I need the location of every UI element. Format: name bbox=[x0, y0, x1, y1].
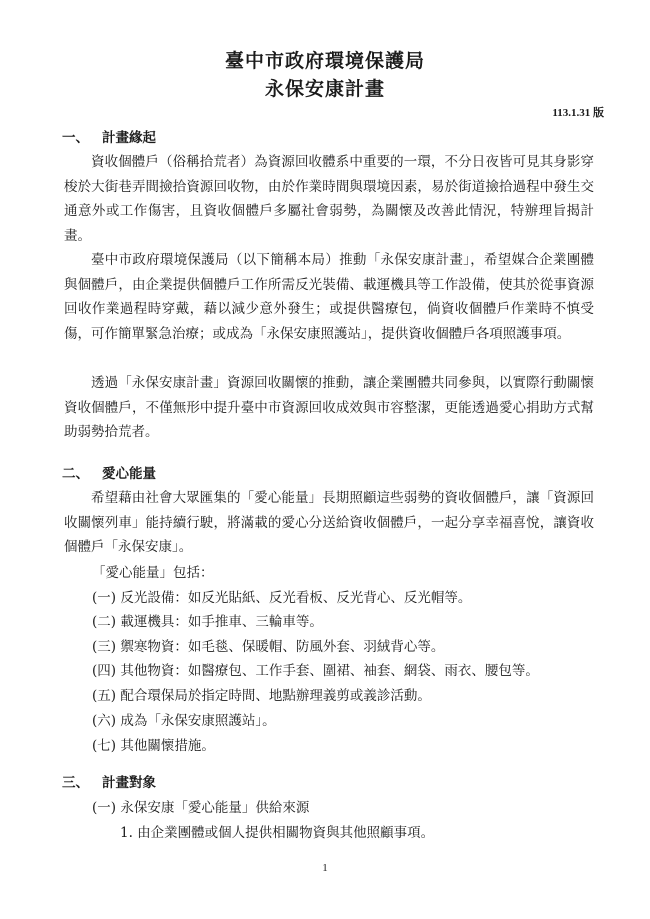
list-item: (一) 反光設備：如反光貼紙、反光看板、反光背心、反光帽等。 bbox=[92, 590, 472, 606]
list-item: (四) 其他物資：如醫療包、工作手套、圍裙、袖套、網袋、雨衣、腰包等。 bbox=[92, 663, 539, 679]
page-number: 1 bbox=[322, 862, 328, 874]
section-3-subsection-1-item-1: 1. 由企業團體或個人提供相關物資與其他照顧事項。 bbox=[120, 825, 435, 841]
section-1-paragraph-2: 臺中市政府環境保護局（以下簡稱本局）推動「永保安康計畫」，希望媒合企業團體與個體戶，由企業提供個體戶工作所需反光裝備、載運機具等工作設備，使其於從事資源回收作業過程時穿戴，藉以減少意外發生；或提供醫療包，倘資收個體戶作業時不慎受傷，可作簡單緊急治療；或成為「永保安康照護站」，提供資收個體戶各項照護事項。 bbox=[64, 252, 594, 342]
section-3-heading bbox=[62, 771, 156, 791]
section-2-includes-label: 「愛心能量」包括： bbox=[92, 565, 214, 581]
section-1-paragraph-3: 透過「永保安康計畫」資源回收關懷的推動，讓企業團體共同參與，以實際行動關懷資收個體戶，不僅無形中提升臺中市資源回收成效與市容整潔，更能透過愛心捐助方式幫助弱勢拾荒者。 bbox=[64, 375, 594, 440]
section-3-title: 計畫對象 bbox=[102, 775, 156, 791]
section-1-number: 一、 bbox=[62, 130, 89, 146]
section-2-paragraph: 希望藉由社會大眾匯集的「愛心能量」長期照顧這些弱勢的資收個體戶，讓「資源回收關懷列車」能持續行駛，將滿載的愛心分送給資收個體戶，一起分享幸福喜悅，讓資收個體戶「永保安康」。 bbox=[64, 490, 594, 555]
list-item: (七) 其他關懷措施。 bbox=[92, 738, 215, 754]
section-1-heading bbox=[62, 126, 156, 146]
section-1-paragraph-1: 資收個體戶（俗稱拾荒者）為資源回收體系中重要的一環，不分日夜皆可見其身影穿梭於大街巷弄間撿拾資源回收物，由於作業時間與環境因素，易於街道撿拾過程中發生交通意外或工作傷害，且資收個體戶多屬社會弱勢，為關懷及改善此情況，特辦理旨揭計畫。 bbox=[64, 154, 594, 244]
version-label: 113.1.31 版 bbox=[552, 107, 604, 119]
document-title: 臺中市政府環境保護局 bbox=[224, 50, 425, 72]
section-2-title: 愛心能量 bbox=[102, 466, 156, 482]
list-item: (二) 載運機具：如手推車、三輪車等。 bbox=[92, 614, 323, 630]
section-2-number: 二、 bbox=[62, 466, 89, 482]
list-item: (三) 禦寒物資：如毛毯、保暖帽、防風外套、羽絨背心等。 bbox=[92, 639, 445, 655]
document-subtitle: 永保安康計畫 bbox=[264, 78, 385, 100]
section-2-heading bbox=[62, 462, 156, 482]
section-1-title: 計畫緣起 bbox=[102, 130, 156, 146]
section-3-number: 三、 bbox=[62, 775, 89, 791]
list-item: (六) 成為「永保安康照護站」。 bbox=[92, 713, 276, 729]
section-3-subsection-1: (一) 永保安康「愛心能量」供給來源 bbox=[92, 800, 310, 816]
list-item: (五) 配合環保局於指定時間、地點辦理義剪或義診活動。 bbox=[92, 688, 431, 704]
